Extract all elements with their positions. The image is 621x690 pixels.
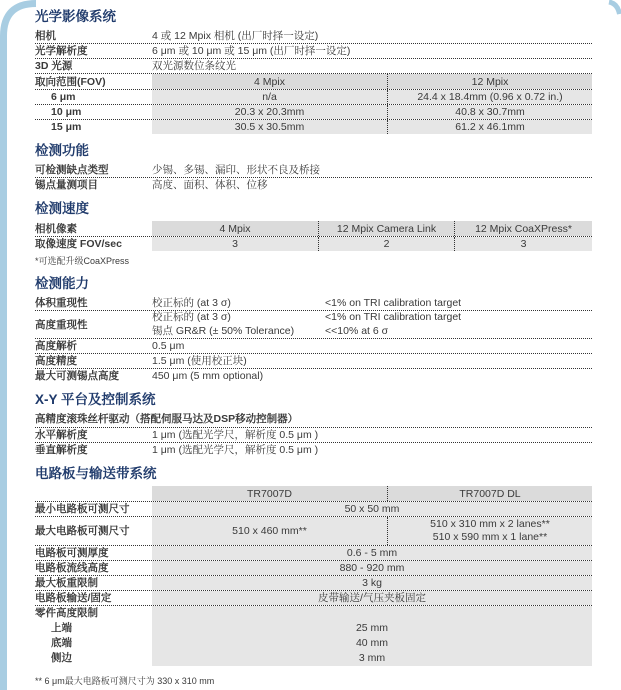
spec-row-board-transport <box>35 591 592 606</box>
row-label: 零件高度限制 <box>35 607 98 619</box>
row-label: 电路板可测厚度 <box>35 547 109 559</box>
row-label: 最大电路板可测尺寸 <box>35 525 130 537</box>
model-col2-header: TR7007D DL <box>387 486 592 501</box>
section-title-optical: 光学影像系统 <box>35 9 116 24</box>
capability-cell: 锡点 GR&R (± 50% Tolerance) <box>152 324 295 337</box>
spec-row-max-board-weight <box>35 576 592 591</box>
spec-row-horizontal-resolution <box>35 428 592 443</box>
spec-row-3d-light <box>35 59 592 74</box>
row-label: 可检测缺点类型 <box>35 164 109 176</box>
speed-header-cells <box>152 221 592 236</box>
row-label: 侧边 <box>51 652 72 664</box>
spec-row-volume-repeatability <box>35 296 592 311</box>
max-size-cell-single-lane: 510 x 460 mm** <box>232 525 307 537</box>
spec-content <box>35 5 592 687</box>
max-size-cell-dual-lane <box>387 517 592 545</box>
spec-row-height-resolution <box>35 339 592 354</box>
fov-cell: 61.2 x 46.1mm <box>387 120 592 134</box>
fov-cell: n/a <box>262 91 277 103</box>
fov-col1-header: 4 Mpix <box>254 75 285 88</box>
board-model-cells <box>152 486 592 501</box>
row-value: 少锡、多锡、漏印、形状不良及桥接 <box>152 164 320 176</box>
speed-rate-cells <box>152 237 592 251</box>
row-label: 体积重现性 <box>35 297 88 309</box>
row-value: 1.5 μm (使用校正块) <box>152 355 247 367</box>
row-label: 高度解析 <box>35 340 77 352</box>
row-label: 底端 <box>51 637 72 649</box>
coaxpress-footnote: *可选配升级CoaXPress <box>35 256 130 266</box>
row-value: 1 μm (选配光学尺，解析度 0.5 μm ) <box>152 444 319 456</box>
speed-table-header-row <box>35 221 592 237</box>
row-value: 6 μm 或 10 μm 或 15 μm (出厂时择一设定) <box>152 45 351 57</box>
fov-row-6um <box>35 90 592 105</box>
capability-cell: 校正标的 (at 3 σ) <box>152 297 231 309</box>
left-border-curve <box>4 4 37 690</box>
spec-row-measure-items <box>35 178 592 192</box>
fov-row-10um <box>35 105 592 120</box>
spec-row-max-solder-height <box>35 369 592 383</box>
clearance-value: 40 mm <box>355 637 389 649</box>
row-label: 水平解析度 <box>35 429 88 441</box>
row-label: 电路板流线高度 <box>35 562 109 574</box>
speed-col3-header: 12 Mpix CoaXPress* <box>454 221 592 236</box>
section-title-detection-speed: 检测速度 <box>35 201 89 216</box>
spec-row-height-accuracy <box>35 354 592 369</box>
row-value: 1 μm (选配光学尺，解析度 0.5 μm ) <box>152 429 319 441</box>
speed-col2-header: 12 Mpix Camera Link <box>318 221 454 236</box>
fov-row-15um <box>35 120 592 134</box>
row-label: 高度重现性 <box>35 318 88 331</box>
row-label: 最大可测锡点高度 <box>35 370 119 382</box>
row-label: 6 μm <box>51 91 76 103</box>
row-value-pair <box>152 296 592 310</box>
section-title-board-conveyor: 电路板与输送带系统 <box>35 466 157 481</box>
row-label: 最小电路板可测尺寸 <box>35 503 130 515</box>
row-label: 10 μm <box>51 106 82 118</box>
row-label: 相机 <box>35 30 56 42</box>
row-value: 880 - 920 mm <box>152 561 592 575</box>
clearance-labels <box>35 606 152 666</box>
spec-row-height-repeatability <box>35 311 592 339</box>
row-value: 0.6 - 5 mm <box>152 546 592 560</box>
board-size-footnote: ** 6 μm最大电路板可测尺寸为 330 x 310 mm <box>35 676 215 686</box>
section-title-detection-function: 检测功能 <box>35 143 89 158</box>
spec-row-board-thickness <box>35 546 592 561</box>
height-rep-line2 <box>152 325 592 339</box>
spec-row-max-board-size <box>35 517 592 546</box>
fov-row-cells <box>152 90 592 104</box>
row-value: 4 或 12 Mpix 相机 (出厂时择一设定) <box>152 30 319 42</box>
spec-row-optical-resolution <box>35 44 592 59</box>
fov-cell: 40.8 x 30.7mm <box>387 105 592 119</box>
section-title-xy-stage: X-Y 平台及控制系统 <box>35 392 156 407</box>
row-label-empty <box>35 486 152 501</box>
max-size-cells <box>152 517 592 545</box>
row-label: 取像速度 FOV/sec <box>35 238 122 250</box>
row-value: 50 x 50 mm <box>152 502 592 516</box>
capability-cell: 校正标的 (at 3 σ) <box>152 311 231 323</box>
row-value: 高度、面积、体积、位移 <box>152 179 268 191</box>
clearance-value: 25 mm <box>355 622 389 634</box>
row-value: 3 kg <box>152 576 592 590</box>
speed-cell: 2 <box>318 237 454 251</box>
max-size-dual-line2: 510 x 590 mm x 1 lane** <box>432 531 548 543</box>
row-value: 450 μm (5 mm optional) <box>152 370 264 382</box>
top-right-border-sliver <box>609 2 620 14</box>
row-label: 电路板输送/固定 <box>35 592 112 604</box>
board-model-header-row <box>35 486 592 502</box>
fov-cell: 20.3 x 20.3mm <box>234 106 305 118</box>
fov-row-cells <box>152 120 592 134</box>
capability-cell: <<10% at 6 σ <box>325 324 389 337</box>
section-title-detection-capability: 检测能力 <box>35 276 89 291</box>
component-clearance-block <box>35 606 592 666</box>
fov-header-cells <box>152 74 592 89</box>
fov-table-header-row <box>35 74 592 90</box>
spec-row-camera <box>35 29 592 44</box>
row-value-multiline <box>152 311 592 338</box>
clearance-spacer <box>152 606 592 621</box>
xy-drive-subtitle: 高精度滚珠丝杆驱动（搭配伺服马达及DSP移动控制器） <box>35 412 592 428</box>
row-label: 光学解析度 <box>35 45 88 57</box>
fov-cell: 30.5 x 30.5mm <box>234 121 305 133</box>
clearance-values <box>152 606 592 666</box>
spec-row-vertical-resolution <box>35 443 592 457</box>
speed-cell: 3 <box>232 238 238 250</box>
row-label: 取向范围(FOV) <box>35 75 106 88</box>
row-label: 上端 <box>51 622 72 634</box>
height-rep-line1 <box>152 311 592 325</box>
row-value: 双光源数位条纹光 <box>152 60 236 72</box>
row-label: 最大板重限制 <box>35 577 98 589</box>
row-value: 皮带输送/气压夹板固定 <box>152 591 592 605</box>
row-label: 锡点量测项目 <box>35 179 98 191</box>
fov-row-cells <box>152 105 592 119</box>
row-value: 0.5 μm <box>152 340 185 352</box>
spec-row-min-board-size <box>35 502 592 517</box>
row-label: 15 μm <box>51 121 82 133</box>
speed-cell: 3 <box>454 237 592 251</box>
row-label: 高度精度 <box>35 355 77 367</box>
spec-row-conveyor-height <box>35 561 592 576</box>
fov-col2-header: 12 Mpix <box>387 74 592 89</box>
row-label: 3D 光源 <box>35 60 73 72</box>
speed-col1-header: 4 Mpix <box>219 222 251 235</box>
capability-cell: <1% on TRI calibration target <box>325 297 462 309</box>
fov-cell: 24.4 x 18.4mm (0.96 x 0.72 in.) <box>387 90 592 104</box>
row-label: 垂直解析度 <box>35 444 88 456</box>
capability-cell: <1% on TRI calibration target <box>325 311 462 323</box>
model-col1-header: TR7007D <box>247 487 292 500</box>
row-label: 相机像素 <box>35 222 77 235</box>
clearance-value: 3 mm <box>358 652 386 664</box>
spec-row-defect-types <box>35 163 592 178</box>
speed-rate-row <box>35 237 592 251</box>
max-size-dual-line1: 510 x 310 mm x 2 lanes** <box>430 517 550 530</box>
